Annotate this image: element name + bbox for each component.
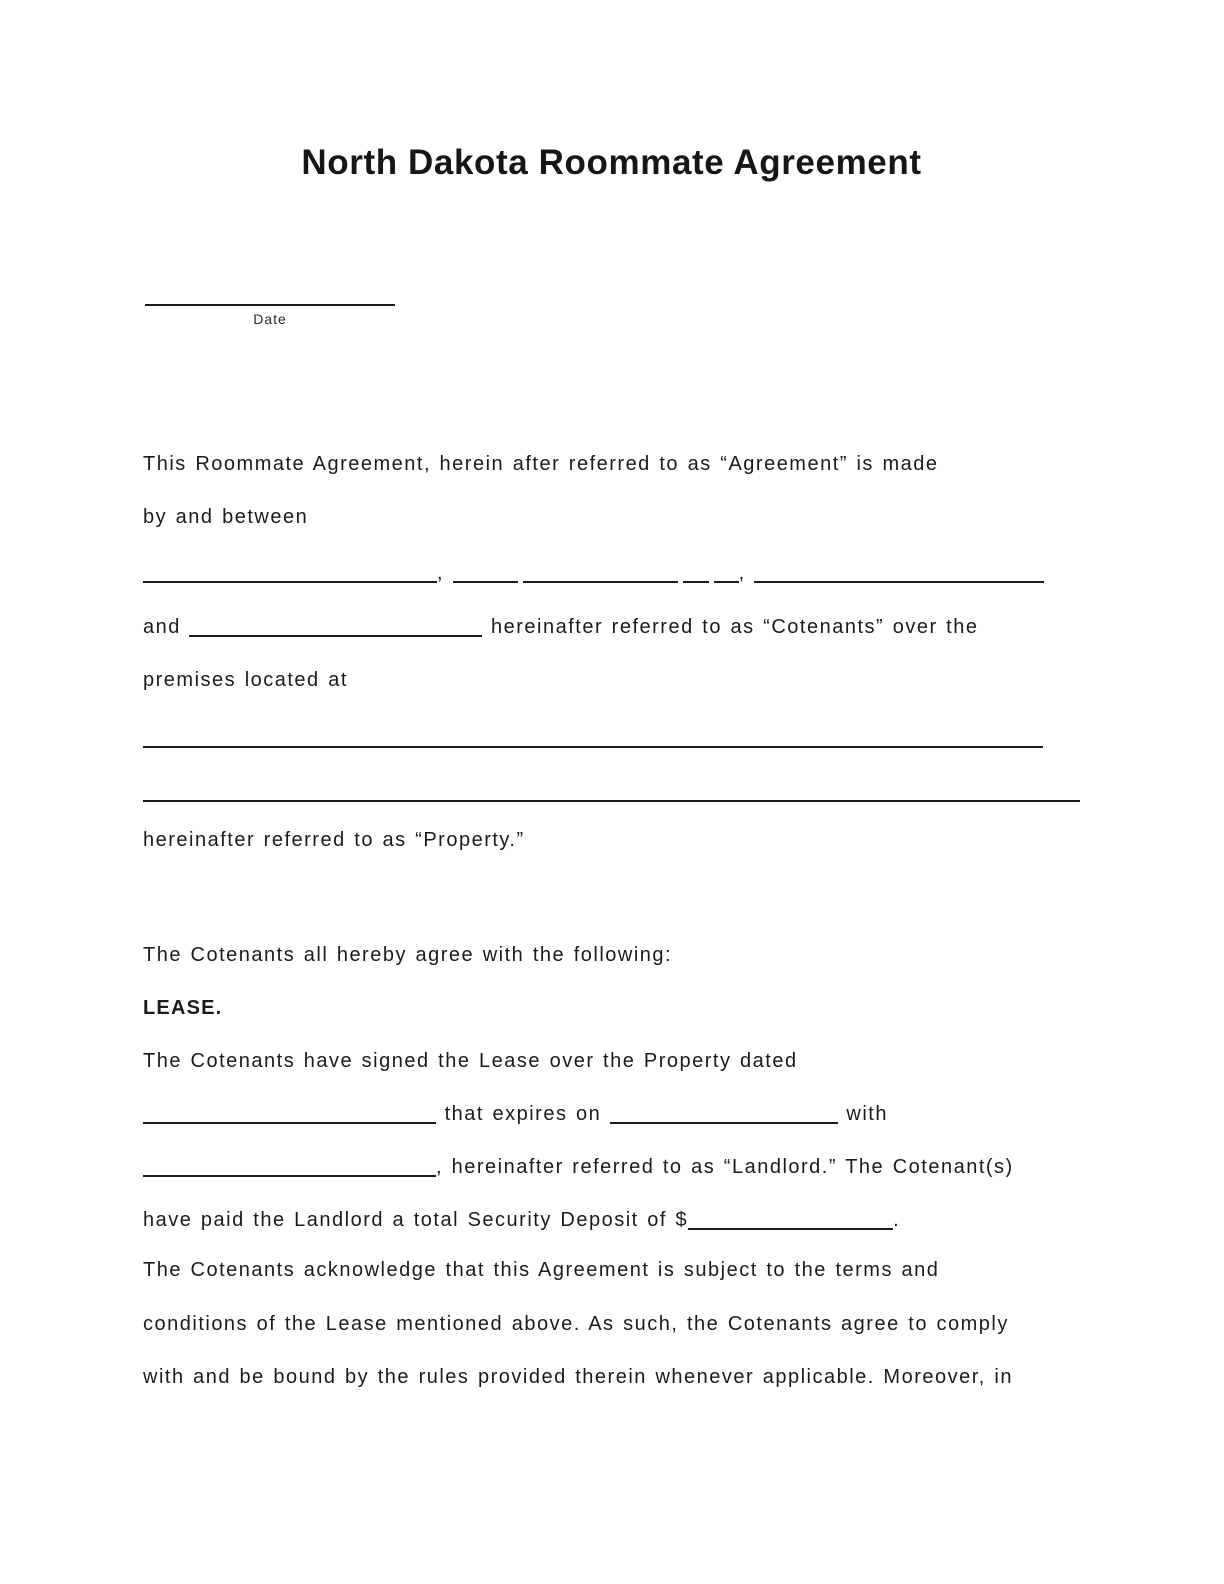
landlord-row: [143, 1157, 1014, 1177]
date-signature-block: [145, 245, 395, 327]
names-separator-1: ,: [437, 562, 445, 584]
cotenant-name-blank-4: [189, 635, 482, 637]
lease-intro-line: The Cotenants have signed the Lease over the Property dated: [143, 1050, 798, 1072]
lease-dates-row: [143, 1104, 888, 1124]
date-label: Date: [253, 311, 287, 327]
cotenant-name-blank-3: [754, 581, 1044, 583]
acknowledge-line-3: with and be bound by the rules provided therein whenever applicable. Moreover, in: [143, 1366, 1013, 1388]
and-label: and: [143, 616, 181, 638]
address-blank-line-1: [143, 746, 1043, 748]
cotenant-name-blank-1: [143, 581, 437, 583]
with-label: with: [846, 1103, 888, 1125]
lease-date-blank: [143, 1122, 436, 1124]
blank-segment: [714, 581, 739, 583]
deposit-prefix: have paid the Landlord a total Security Deposit of $: [143, 1209, 689, 1231]
blank-segment: [683, 581, 709, 583]
blank-segment: [523, 581, 678, 583]
cotenant-name-blank-2: [453, 562, 739, 584]
landlord-name-blank: [143, 1175, 436, 1177]
deposit-amount-blank: [688, 1228, 893, 1230]
page-content: [143, 0, 1080, 1584]
expires-label: that expires on: [444, 1103, 602, 1125]
cotenants-clause: hereinafter referred to as “Cotenants” over the: [491, 616, 979, 638]
agree-line: The Cotenants all hereby agree with the following:: [143, 944, 673, 966]
and-cotenants-row: [143, 617, 979, 637]
blank-segment: [453, 581, 518, 583]
expiry-date-blank: [610, 1122, 838, 1124]
acknowledge-line-2: conditions of the Lease mentioned above. As such, the Cotenants agree to comply: [143, 1313, 1009, 1335]
deposit-period: .: [893, 1209, 901, 1231]
cotenant-names-row: [143, 563, 1044, 583]
date-blank-line: [145, 245, 395, 306]
address-blank-line-2: [143, 800, 1080, 802]
deposit-row: [143, 1210, 900, 1230]
premises-line: premises located at: [143, 669, 348, 691]
intro-line-2: by and between: [143, 506, 309, 528]
lease-heading: LEASE.: [143, 997, 223, 1019]
acknowledge-line-1: The Cotenants acknowledge that this Agreement is subject to the terms and: [143, 1259, 940, 1281]
document-title: North Dakota Roommate Agreement: [301, 143, 922, 182]
names-separator-2: ,: [738, 562, 746, 584]
landlord-clause: , hereinafter referred to as “Landlord.” The Cotenant(s): [436, 1156, 1014, 1178]
property-line: hereinafter referred to as “Property.”: [143, 829, 525, 851]
intro-line-1: This Roommate Agreement, herein after referred to as “Agreement” is made: [143, 453, 939, 475]
